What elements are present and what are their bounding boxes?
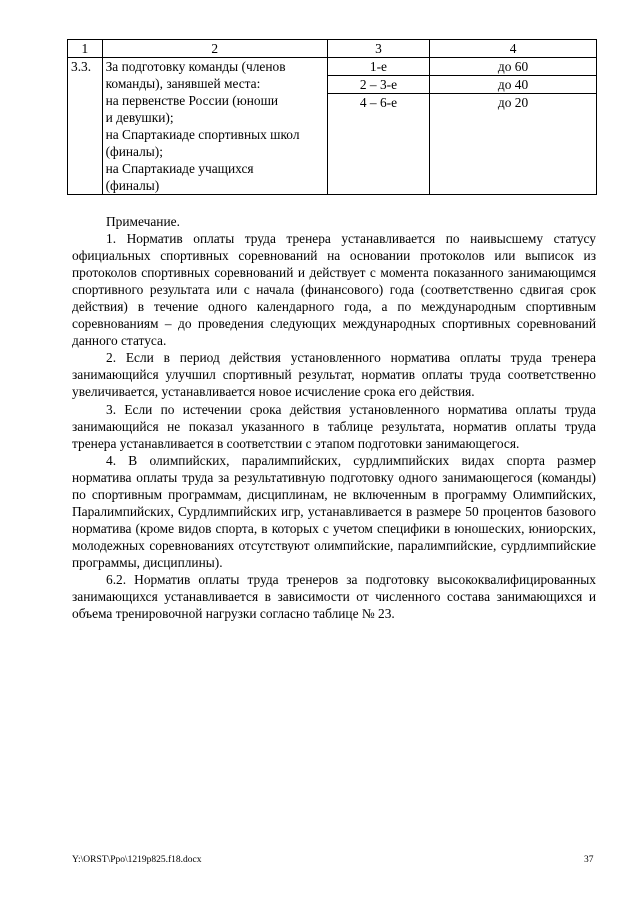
column-header-4: 4 <box>430 40 597 58</box>
place-value: 2 – 3-е <box>328 75 429 93</box>
rate-value: до 40 <box>430 75 596 93</box>
row-number: 3.3. <box>68 58 103 195</box>
description-line: на Спартакиаде спортивных школ <box>105 127 300 142</box>
note-paragraph-1: 1. Норматив оплаты труда тренера устанавливается по наивысшему статусу официальных спортивных соревнований на основании протоколов или выписок из протоколов спортивных соревнований и действует с момента показанного занимающимся спортивного результата или с начала (финансового) года (соответственно сдвигая срок действия) в течение одного календарного года, а по международным спортивным соревнованиям – до проведения следующих международных спортивных соревнований данного статуса. <box>72 231 596 349</box>
notes-title: Примечание. <box>106 214 180 229</box>
footer-file-path: Y:\ORST\Ppo\1219p825.f18.docx <box>72 855 202 865</box>
column-header-1: 1 <box>68 40 103 58</box>
rate-value: до 20 <box>430 93 596 111</box>
table-header-row <box>68 40 597 58</box>
description-line: команды), занявшей места: <box>105 76 261 91</box>
column-header-2: 2 <box>102 40 327 58</box>
notes-section <box>72 213 596 622</box>
places-cell <box>327 58 429 195</box>
note-paragraph-4: 4. В олимпийских, паралимпийских, сурдлимпийских видах спорта размер норматива оплаты труда за результативную подготовку одного занимающегося (команды) по спортивным программам, дисциплинам, не включенным в программу Олимпийских, Паралимпийских, Сурдлимпийских игр, устанавливается в размере 50 процентов базового норматива (кроме видов спорта, в которых с учетом специфики в юношеских, юниорских, молодежных соревнованиях отсутствуют олимпийские, паралимпийские, сурдлимпийские программы, дисциплины). <box>72 452 596 570</box>
page-number: 37 <box>584 855 594 865</box>
description-line: (финалы); <box>105 144 163 159</box>
description-line: на Спартакиаде учащихся <box>105 161 254 176</box>
description-line: на первенстве России (юноши <box>105 93 279 108</box>
rate-value: до 60 <box>497 59 529 74</box>
rates-cell <box>430 58 597 195</box>
note-paragraph-2: 2. Если в период действия установленного норматива оплаты труда тренера занимающийся улучшил спортивный результат, норматив оплаты труда соответственно увеличивается, устанавливается новое исчисление срока его действия. <box>72 350 596 400</box>
row-description <box>102 58 327 195</box>
note-paragraph-3: 3. Если по истечении срока действия установленного норматива оплаты труда занимающийся не показал указанного в таблице результата, норматив оплаты труда тренера устанавливается в соответствии с этапом подготовки занимающегося. <box>72 401 596 451</box>
description-line: За подготовку команды (членов <box>105 59 286 74</box>
description-line: и девушки); <box>105 110 174 125</box>
place-value: 1-е <box>369 59 388 74</box>
rates-table <box>67 39 597 195</box>
description-line: (финалы) <box>105 178 160 193</box>
section-paragraph-6-2: 6.2. Норматив оплаты труда тренеров за подготовку высококвалифицированных занимающихся устанавливается в зависимости от численного состава занимающихся и объема тренировочной нагрузки согласно таблице № 23. <box>72 571 596 622</box>
column-header-3: 3 <box>327 40 429 58</box>
table-row <box>68 58 597 195</box>
place-value: 4 – 6-е <box>328 93 429 111</box>
